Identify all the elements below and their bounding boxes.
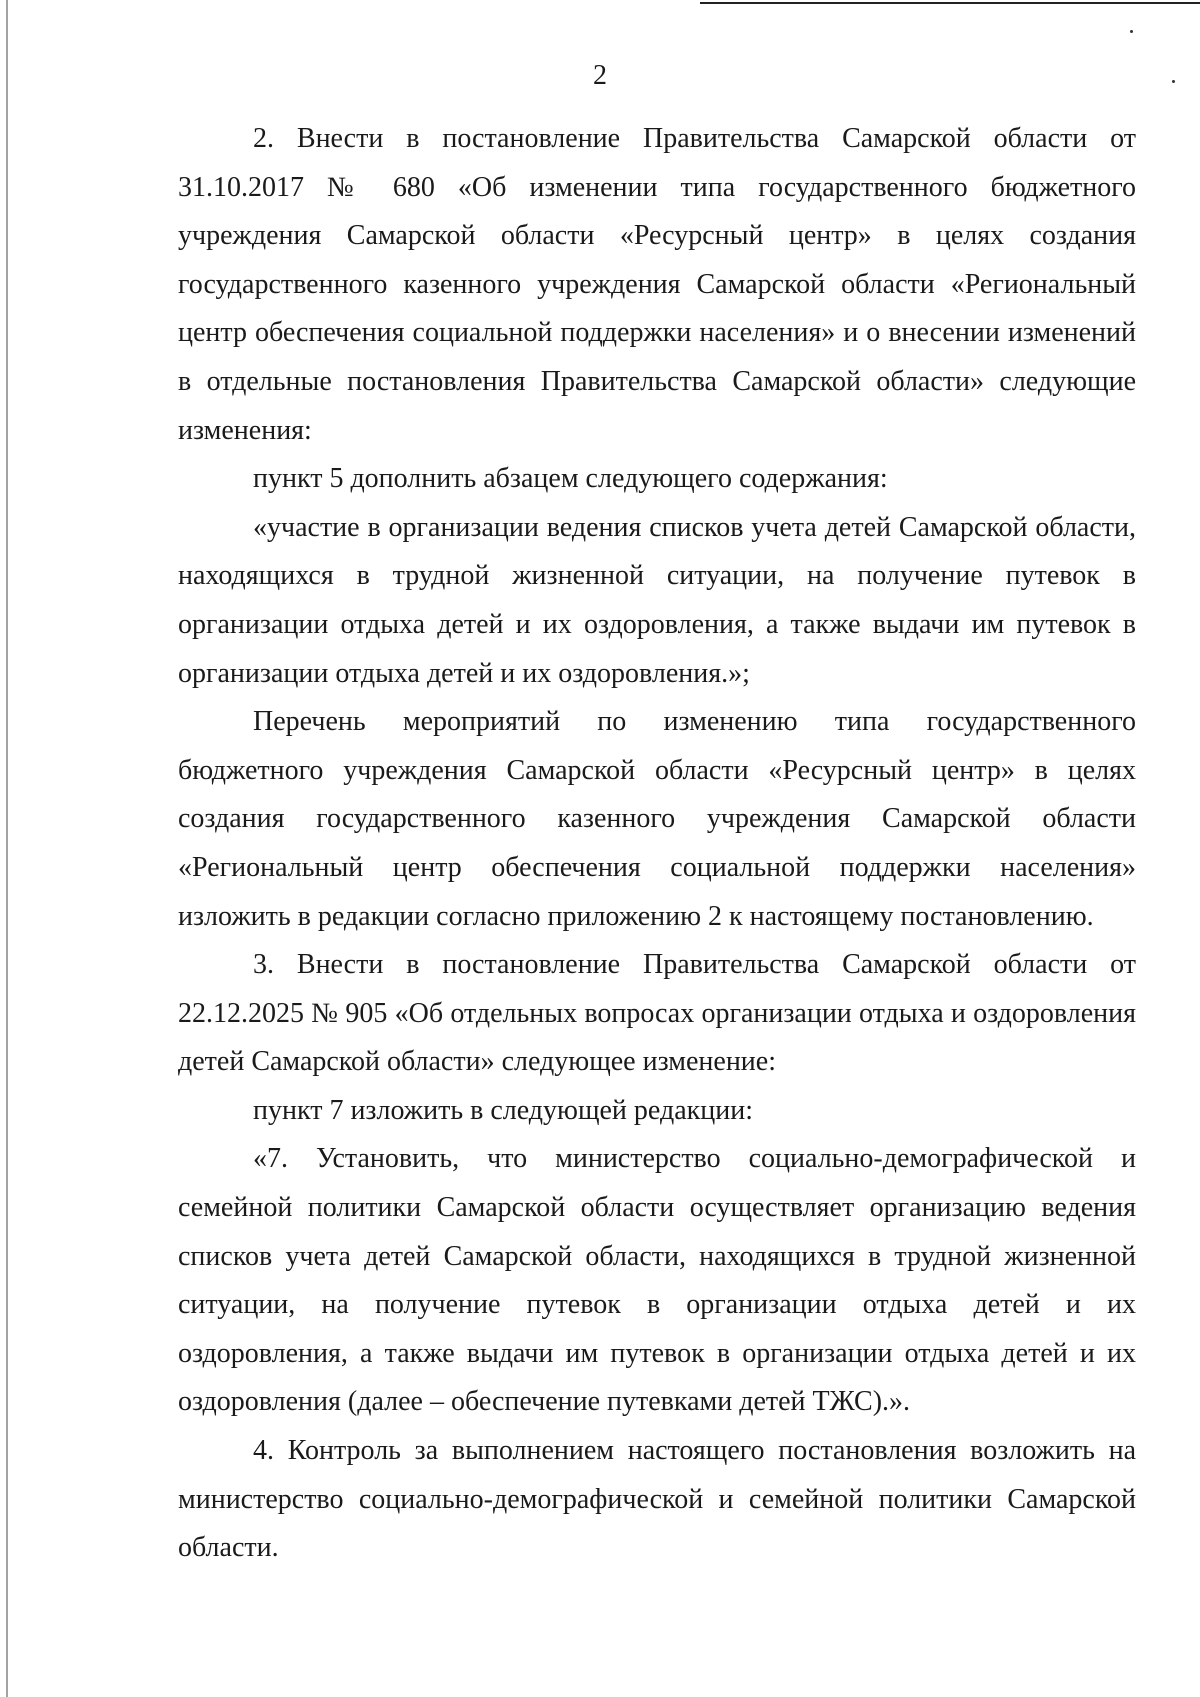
paragraph-item-3: 3. Внести в постановление Правительства Самарской области от 22.12.2025 № 905 «Об отдельных вопросах организации отдыха и оздоровления детей Самарской области» следующее изменение:	[178, 949, 1136, 1078]
page-number: 2	[593, 60, 607, 91]
document-body	[178, 115, 1136, 1573]
paragraph-measures-list: Перечень мероприятий по изменению типа государственного бюджетного учреждения Самарской области «Ресурсный центр» в целях создания государственного казенного учреждения Самарской области «Региональный центр обеспечения социальной поддержки населения» изложить в редакции согласно приложению 2 к настоящему постановлению.	[178, 706, 1136, 932]
scan-speck	[1130, 30, 1133, 33]
paragraph-item-4: 4. Контроль за выполнением настоящего постановления возложить на министерство социально-демографической и семейной политики Самарской области.	[178, 1435, 1136, 1564]
paragraph-point5-intro: пункт 5 дополнить абзацем следующего содержания:	[253, 463, 888, 495]
scan-edge-line	[6, 0, 8, 1697]
paragraph-point7-intro: пункт 7 изложить в следующей редакции:	[253, 1094, 753, 1126]
paragraph-point5-quote: «участие в организации ведения списков учета детей Самарской области, находящихся в трудной жизненной ситуации, на получение путевок в организации отдыха детей и их оздоровления, а также выдачи им путевок в организации отдыха детей и их оздоровления.»;	[178, 511, 1136, 689]
paragraph-item-2: 2. Внести в постановление Правительства Самарской области от 31.10.2017 № 680 «Об изменении типа государственного бюджетного учреждения Самарской области «Ресурсный центр» в целях создания государственного казенного учреждения Самарской области «Региональный центр обеспечения социальной поддержки населения» и о внесении изменений в отдельные постановления Правительства Самарской области» следующие изменения:	[178, 123, 1136, 446]
paragraph-point7-quote: «7. Установить, что министерство социально-демографической и семейной политики Самарской области осуществляет организацию ведения списков учета детей Самарской области, находящихся в трудной жизненной ситуации, на получение путевок в организации отдыха детей и их оздоровления, а также выдачи им путевок в организации отдыха детей и их оздоровления (далее – обеспечение путевками детей ТЖС).».	[178, 1143, 1136, 1418]
top-rule-line	[700, 2, 1200, 4]
